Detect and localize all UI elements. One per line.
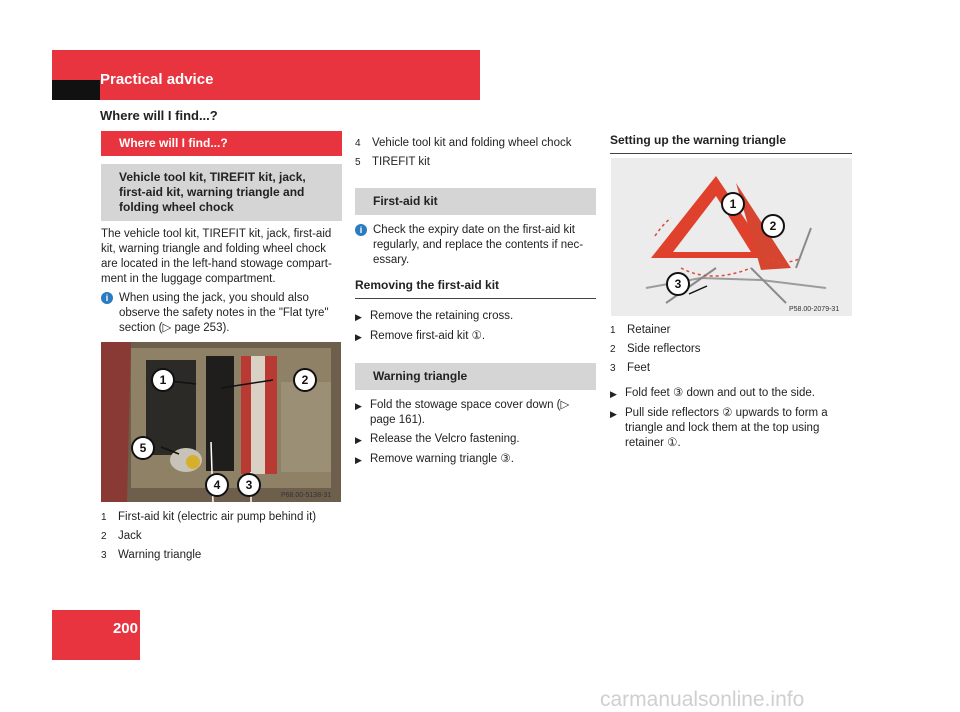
page-subtitle: Where will I find...? bbox=[100, 108, 218, 123]
callout-4: 4 bbox=[205, 473, 229, 497]
info-note bbox=[101, 291, 342, 336]
step-item bbox=[355, 329, 596, 345]
legend-number: 3 bbox=[610, 363, 616, 374]
legend-item bbox=[101, 510, 342, 525]
callout-2: 2 bbox=[293, 368, 317, 392]
info-icon: i bbox=[101, 292, 113, 304]
warning-triangle-photo bbox=[611, 158, 852, 316]
info-note bbox=[355, 223, 596, 268]
legend-number: 1 bbox=[101, 512, 107, 523]
step-text: Fold feet ③ down and out to the side. bbox=[625, 387, 815, 399]
arrow-step-icon: ▶ bbox=[355, 312, 362, 322]
legend-number: 2 bbox=[101, 531, 107, 542]
legend-text: Side reflectors bbox=[627, 343, 701, 355]
arrow-step-icon: ▶ bbox=[610, 409, 617, 419]
callout-3: 3 bbox=[666, 272, 690, 296]
column-1-legend bbox=[101, 510, 342, 567]
legend-item bbox=[101, 529, 342, 544]
first-aid-bar: First-aid kit bbox=[355, 188, 596, 215]
legend-item bbox=[101, 548, 342, 563]
column-1 bbox=[101, 131, 342, 342]
callout-2: 2 bbox=[761, 214, 785, 238]
step-text: Remove first-aid kit ①. bbox=[370, 330, 486, 342]
callout-5: 5 bbox=[131, 436, 155, 460]
setup-title: Setting up the warning triangle bbox=[610, 133, 852, 154]
legend-item bbox=[610, 342, 852, 357]
legend-number: 5 bbox=[355, 157, 361, 168]
step-text: Release the Velcro fastening. bbox=[370, 433, 520, 445]
header-tab bbox=[52, 80, 100, 100]
legend-number: 2 bbox=[610, 344, 616, 355]
arrow-step-icon: ▶ bbox=[610, 389, 617, 399]
removing-title: Removing the first-aid kit bbox=[355, 278, 596, 299]
legend-text: First-aid kit (electric air pump behind it) bbox=[118, 511, 317, 523]
step-item bbox=[355, 452, 596, 468]
info-icon: i bbox=[355, 224, 367, 236]
step-item bbox=[355, 398, 596, 428]
intro-text: The vehicle tool kit, TIREFIT kit, jack, first-aid kit, warning triangle and folding wheel chock are located in the left-hand stowage compart-ment in the luggage compartment. bbox=[101, 228, 332, 285]
callout-3: 3 bbox=[237, 473, 261, 497]
step-item bbox=[355, 432, 596, 448]
watermark: carmanualsonline.info bbox=[600, 688, 805, 711]
legend-number: 3 bbox=[101, 550, 107, 561]
step-text: Remove the retaining cross. bbox=[370, 310, 514, 322]
callout-1: 1 bbox=[721, 192, 745, 216]
legend-text: Jack bbox=[118, 530, 142, 542]
step-item bbox=[355, 309, 596, 325]
warning-triangle-bar: Warning triangle bbox=[355, 363, 596, 390]
step-text: Fold the stowage space cover down (▷ page 161). bbox=[370, 399, 570, 426]
legend-number: 1 bbox=[610, 325, 616, 336]
info-text: Check the expiry date on the first-aid kit regularly, and replace the contents if nec-essary. bbox=[373, 224, 584, 266]
column-2 bbox=[355, 136, 596, 472]
legend-text: Feet bbox=[627, 362, 651, 374]
section-title: Practical advice bbox=[100, 71, 214, 88]
legend-item bbox=[355, 155, 596, 170]
step-item bbox=[610, 406, 852, 451]
legend-item bbox=[610, 323, 852, 338]
step-item bbox=[610, 386, 852, 402]
page-number: 200 bbox=[112, 620, 138, 637]
section-bar: Where will I find...? bbox=[101, 131, 342, 156]
arrow-step-icon: ▶ bbox=[355, 332, 362, 342]
subsection-bar: Vehicle tool kit, TIREFIT kit, jack, first-aid kit, warning triangle and folding wheel chock bbox=[101, 164, 342, 221]
arrow-step-icon: ▶ bbox=[355, 435, 362, 445]
arrow-step-icon: ▶ bbox=[355, 455, 362, 465]
photo-code: P68.00-5138-31 bbox=[281, 492, 332, 499]
step-text: Remove warning triangle ③. bbox=[370, 453, 514, 465]
photo-code: P58.00-2079-31 bbox=[789, 306, 840, 313]
legend-text: Retainer bbox=[627, 324, 671, 336]
legend-number: 4 bbox=[355, 138, 361, 149]
legend-item bbox=[355, 136, 596, 151]
info-text: When using the jack, you should also observe the safety notes in the "Flat tyre" section (▷ page 253). bbox=[119, 292, 329, 334]
legend-text: TIREFIT kit bbox=[372, 156, 430, 168]
arrow-step-icon: ▶ bbox=[355, 401, 362, 411]
luggage-compartment-photo bbox=[101, 342, 341, 502]
legend-text: Warning triangle bbox=[118, 549, 202, 561]
legend-item bbox=[610, 361, 852, 376]
legend-text: Vehicle tool kit and folding wheel chock bbox=[372, 137, 572, 149]
step-text: Pull side reflectors ② upwards to form a triangle and lock them at the top using retainer ①. bbox=[625, 407, 828, 449]
column-3-legend bbox=[610, 323, 852, 455]
callout-1: 1 bbox=[151, 368, 175, 392]
